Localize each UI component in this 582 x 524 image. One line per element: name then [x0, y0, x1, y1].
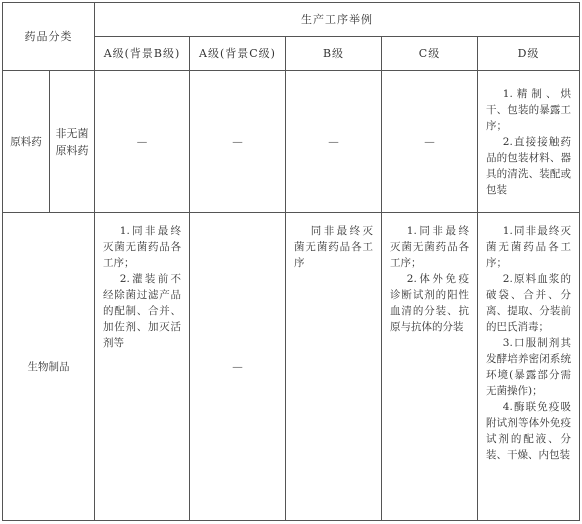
row-subcategory — [50, 71, 95, 213]
cell-c — [382, 213, 478, 521]
col-header-a-bg-c: A级(背景C级) — [190, 37, 286, 71]
list-item: 1.同非最终灭菌无菌药品各工序； — [390, 225, 469, 269]
cell-a-bg-b — [95, 213, 190, 521]
cell-c: — — [382, 71, 478, 213]
cell-a-bg-c: — — [190, 71, 286, 213]
list-item: 2.直接接触药品的包装材料、器具的清洗、装配或包装 — [486, 135, 572, 196]
list-item: 1.同非最终灭菌无菌药品各工序； — [103, 225, 181, 269]
cell-a-bg-c: — — [190, 213, 286, 521]
subcategory-line-1: 非无菌 — [55, 126, 89, 140]
list-item: 3.口服制剂其发酵培养密闭系统环境(暴露部分需无菌操作)； — [486, 337, 572, 397]
cell-a-bg-b: — — [95, 71, 190, 213]
list-item: 2.体外免疫诊断试剂的阳性血清的分装、抗原与抗体的分装 — [390, 273, 469, 333]
category-header: 药品分类 — [3, 3, 95, 71]
cell-b — [286, 213, 382, 521]
cell-d — [478, 213, 580, 521]
col-header-d: D级 — [478, 37, 580, 71]
row-category: 原料药 — [3, 71, 50, 213]
table-row-biologics — [3, 213, 580, 521]
process-classification-table — [2, 2, 580, 521]
list-item: 2.灌装前不经除菌过滤产品的配制、合并、加佐剂、加灭活剂等 — [103, 273, 181, 349]
list-item: 4.酶联免疫吸附试剂等体外免疫试剂的配液、分装、干燥、内包装 — [486, 401, 572, 461]
process-examples-header: 生产工序举例 — [95, 3, 580, 37]
cell-b-text: 同非最终灭菌无菌药品各工序 — [294, 225, 373, 269]
list-item: 2.原料血浆的破袋、合并、分离、提取、分装前的巴氏消毒； — [486, 273, 572, 333]
list-item: 1.同非最终灭菌无菌药品各工序； — [486, 225, 572, 269]
col-header-c: C级 — [382, 37, 478, 71]
header-row-1 — [3, 3, 580, 37]
row-category: 生物制品 — [3, 213, 95, 521]
col-header-a-bg-b: A级(背景B级) — [95, 37, 190, 71]
col-header-b: B级 — [286, 37, 382, 71]
cell-d — [478, 71, 580, 213]
cell-b: — — [286, 71, 382, 213]
subcategory-line-2: 原料药 — [55, 143, 89, 157]
list-item: 1.精制、烘干、包装的暴露工序； — [486, 87, 572, 132]
table-row-api — [3, 71, 580, 213]
